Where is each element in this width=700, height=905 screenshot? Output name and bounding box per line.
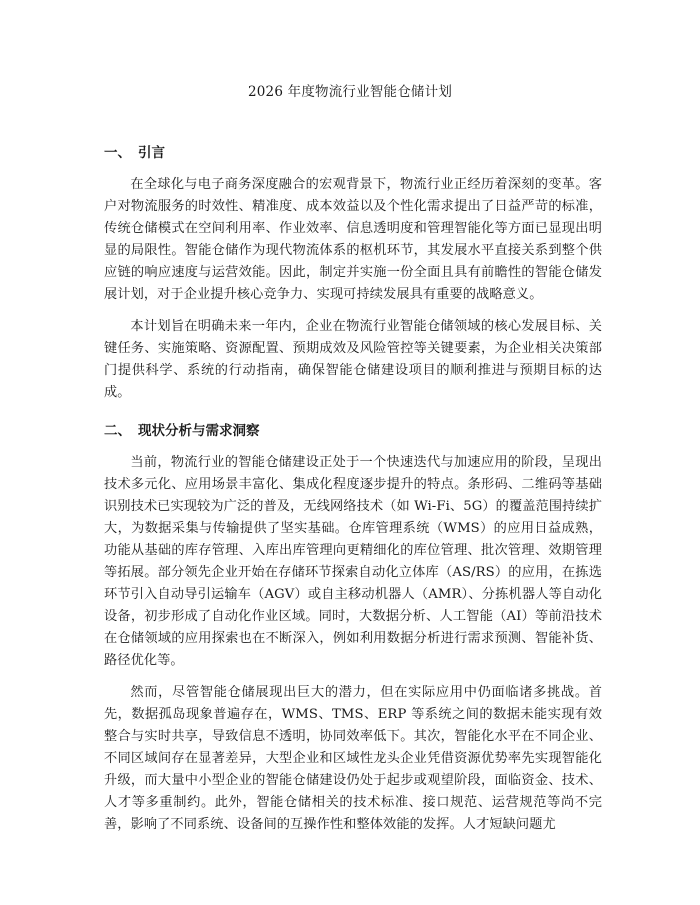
section-title: 现状分析与需求洞察 (138, 423, 260, 439)
document-body (104, 144, 602, 846)
document-title: 2026 年度物流行业智能仓储计划 (247, 84, 453, 100)
paragraph: 在全球化与电子商务深度融合的宏观背景下，物流行业正经历着深刻的变革。客户对物流服务的时效性、精准度、成本效益以及个性化需求提出了日益严苛的标准，传统仓储模式在空间利用率、作业效率、信息透明度和管理智能化等方面已显现出明显的局限性。智能仓储作为现代物流体系的枢机环节，其发展水平直接关系到整个供应链的响应速度与运营效能。因此，制定并实施一份全面且具有前瞻性的智能仓储发展计划，对于企业提升核心竞争力、实现可持续发展具有重要的战略意义。 (104, 177, 602, 302)
paragraph: 本计划旨在明确未来一年内，企业在物流行业智能仓储领域的核心发展目标、关键任务、实施策略、资源配置、预期成效及风险管控等关键要素，为企业相关决策部门提供科学、系统的行动指南，确保智能仓储建设项目的顺利推进与预期目标的达成。 (104, 319, 602, 400)
section-number: 二、 (104, 423, 131, 439)
section-number: 一、 (104, 145, 131, 161)
section-heading-intro (104, 144, 602, 162)
paragraph: 然而，尽管智能仓储展现出巨大的潜力，但在实际应用中仍面临诸多挑战。首先，数据孤岛现象普遍存在，WMS、TMS、ERP 等系统之间的数据未能实现有效整合与实时共享，导致信息不透明，协同效率低下。其次，智能化水平在不同企业、不同区域间存在显著差异，大型企业和区域性龙头企业凭借资源优势率先实现智能化升级，而大量中小型企业的智能仓储建设仍处于起步或观望阶段，面临资金、技术、人才等多重制约。此外，智能仓储相关的技术标准、接口规范、运营规范等尚不完善，影响了不同系统、设备间的互操作性和整体效能的发挥。人才短缺问题尤 (104, 685, 602, 832)
section-heading-analysis (104, 422, 602, 440)
section-title: 引言 (138, 145, 165, 161)
paragraph: 当前，物流行业的智能仓储建设正处于一个快速迭代与加速应用的阶段，呈现出技术多元化、应用场景丰富化、集成化程度逐步提升的特点。条形码、二维码等基础识别技术已实现较为广泛的普及，无线网络技术（如 Wi-Fi、5G）的覆盖范围持续扩大，为数据采集与传输提供了坚实基础。仓库管理系统（WMS）的应用日益成熟，功能从基础的库存管理、入库出库管理向更精细化的库位管理、批次管理、效期管理等拓展。部分领先企业开始在存储环节探索自动化立体库（AS/RS）的应用，在拣选环节引入自动导引运输车（AGV）或自主移动机器人（AMR）、分拣机器人等自动化设备，初步形成了自动化作业区域。同时，大数据分析、人工智能（AI）等前沿技术在仓储领域的应用探索也在不断深入，例如利用数据分析进行需求预测、智能补货、路径优化等。 (104, 455, 602, 668)
